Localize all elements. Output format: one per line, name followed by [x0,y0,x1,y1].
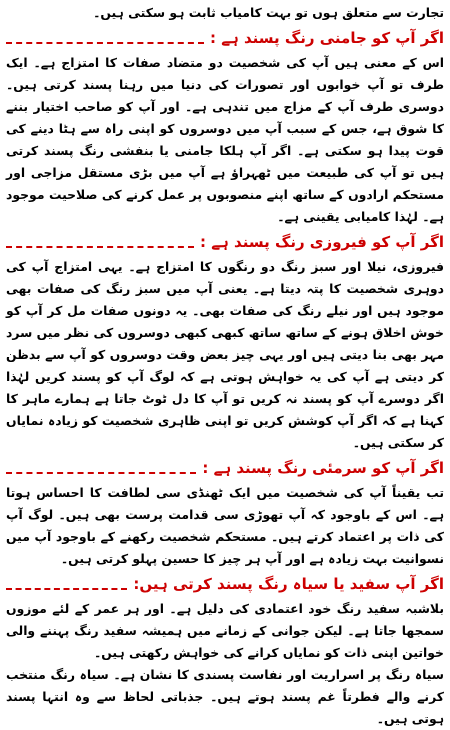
section-heading-white-black-text: اگر آپ سفید یا سیاہ رنگ پسند کرتی ہیں: [133,575,444,593]
section-heading-turquoise [6,231,444,253]
section-heading-purple-text: اگر آپ کو جامنی رنگ پسند ہے : [209,29,444,47]
section-paragraph-turquoise: فیروزی، نیلا اور سبز رنگ دو رنگوں کا امتزاج ہے۔ یہی امتزاج آپ کی دوہری شخصیت کا پتہ دیتا ہے۔ یعنی آپ میں سبز رنگ کی صفات بھی موجود ہیں اور نیلے رنگ کی صفات بھی۔ یہ دونوں صفات مل کر آپ کو خوش اخلاق ہونے کے ساتھ ساتھ کبھی کبھی دوسروں کی نظر میں سرد مہر بھی بنا دیتی ہیں اور یہی چیز بعض وقت دوسروں کو آپ سے بدظن کر دیتی ہے آپ کی یہ خواہش ہوتی ہے کہ لوگ آپ کو پسند کریں لہٰذا اگر دوسرے آپ کو پسند نہ کریں تو آپ کا دل ٹوٹ جاتا ہے ہمارے ماہر کا کہنا ہے کہ اگر آپ کوشش کریں تو اپنی ظاہری شخصیت کو زیادہ نمایاں کر سکتی ہیں۔ [6,259,444,450]
section-heading-purple [6,27,444,49]
section-heading-grey [6,457,444,479]
section-paragraph-purple: اس کے معنی ہیں آپ کی شخصیت دو متضاد صفات کا امتزاج ہے۔ ایک طرف تو آپ خوابوں اور تصورات کی دنیا میں رہنا پسند کرتی ہیں۔ دوسری طرف آپ کے مزاج میں تندہی ہے۔ اور آپ کو صاحب اختیار بننے کا شوق ہے، جس کے سبب آپ میں دوسروں کو اپنی راہ سے ہٹا دینے کی قوت پیدا ہو سکتی ہے۔ اگر آپ ہلکا جامنی یا بنفشی رنگ پسند کرتی ہیں تو آپ کی طبیعت میں ٹھہراؤ ہے آپ میں بڑی مستقل مزاجی اور مستحکم ارادوں کے ساتھ اپنے منصوبوں پر عمل کرنے کی صلاحیت موجود ہے۔ لہٰذا کامیابی یقینی ہے۔ [6,55,444,224]
heading-underline [6,246,194,248]
intro-line: تجارت سے متعلق ہوں تو بہت کامیاب ثابت ہو سکتی ہیں۔ [93,5,444,20]
section-paragraph-white: بلاشبہ سفید رنگ خود اعتمادی کی دلیل ہے۔ اور ہر عمر کے لئے موزوں سمجھا جاتا ہے۔ لیکن جوانی کے زمانے میں ہمیشہ سفید رنگ پہننے والی خواتین اپنی ذات کو نمایاں کرانے کی خواہش رکھتی ہیں۔ [6,601,444,660]
section-heading-turquoise-text: اگر آپ کو فیروزی رنگ پسند ہے : [200,233,444,251]
section-heading-grey-text: اگر آپ کو سرمئی رنگ پسند ہے : [202,459,444,477]
heading-underline [6,588,127,590]
section-heading-white-black [6,573,444,595]
section-paragraph-black: سیاہ رنگ پر اسراریت اور نفاست پسندی کا نشان ہے۔ سیاہ رنگ منتخب کرنے والے فطرتاً غم پسند ہوتے ہیں۔ جذباتی لحاظ سے وہ انتہا پسند ہوتی ہیں۔ [6,667,444,726]
section-paragraph-grey: تب یقیناً آپ کی شخصیت میں ایک ٹھنڈی سی لطافت کا احساس ہوتا ہے۔ اس کے باوجود کہ آپ تھوڑی سی قدامت پرست بھی ہیں۔ لوگ آپ کی ذات پر اعتماد کرتے ہیں۔ مستحکم شخصیت رکھنے کے باوجود آپ میں نسوانیت بہت زیادہ ہے اور آپ ہر چیز کا حسین پہلو کرتی ہیں۔ [6,485,444,566]
heading-underline [6,472,196,474]
heading-underline [6,42,204,44]
